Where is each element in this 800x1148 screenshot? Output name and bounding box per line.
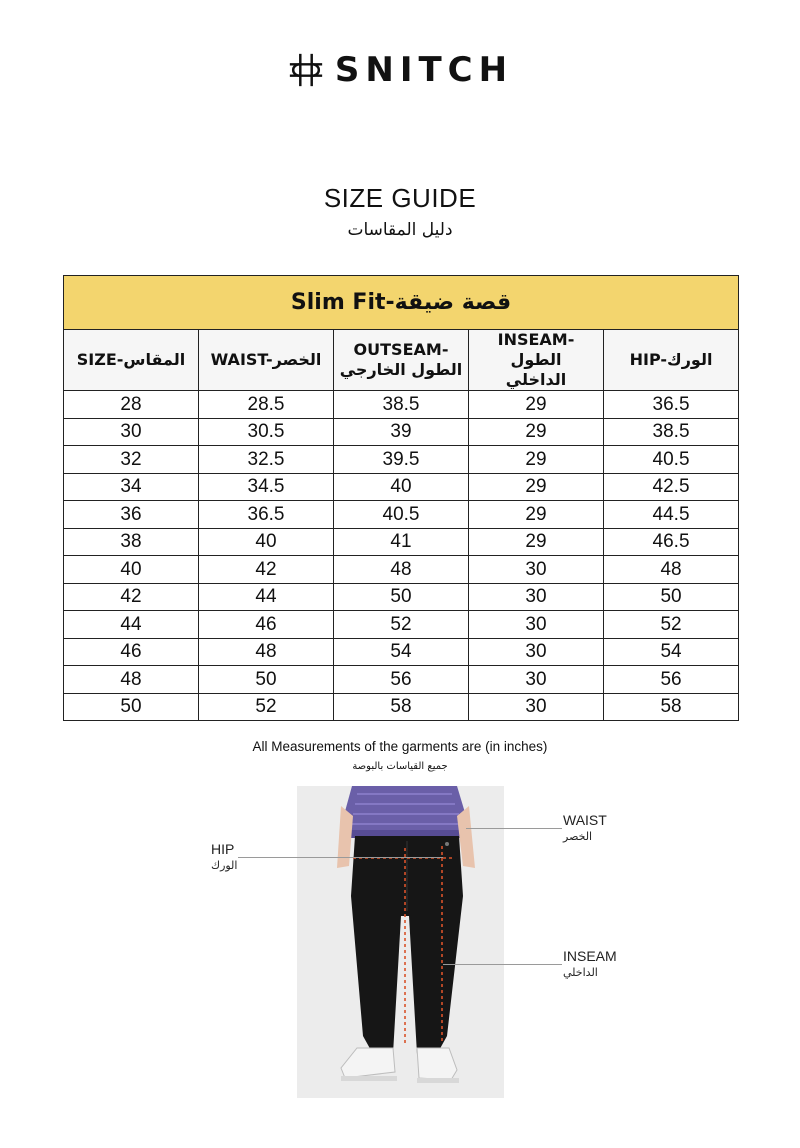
table-cell: 30 [469, 556, 604, 584]
inseam-label-en: INSEAM [563, 948, 617, 964]
table-cell: 34 [64, 473, 199, 501]
brand-name: SNITCH [334, 50, 514, 90]
table-cell: 44 [64, 611, 199, 639]
table-cell: 52 [199, 693, 334, 721]
table-cell: 28.5 [199, 391, 334, 419]
table-row [64, 446, 739, 474]
inseam-label-ar: الداخلي [563, 966, 598, 979]
column-header-line: SIZE-المقاس [76, 350, 186, 369]
table-cell: 29 [469, 501, 604, 529]
column-header [334, 330, 469, 391]
table-cell: 28 [64, 391, 199, 419]
table-row [64, 473, 739, 501]
table-cell: 38.5 [334, 391, 469, 419]
table-row [64, 611, 739, 639]
table-cell: 29 [469, 418, 604, 446]
table-row [64, 693, 739, 721]
measurement-note-arabic: جميع القياسات بالبوصة [352, 761, 448, 772]
table-cell: 54 [334, 638, 469, 666]
table-row [64, 638, 739, 666]
table-cell: 54 [604, 638, 739, 666]
column-header-line: الداخلي [505, 370, 567, 389]
table-cell: 40 [334, 473, 469, 501]
brand-mark-icon [287, 51, 325, 89]
table-cell: 50 [334, 583, 469, 611]
column-header [199, 330, 334, 391]
table-cell: 30 [469, 611, 604, 639]
column-header-row [64, 330, 739, 391]
waist-pointer [466, 828, 562, 829]
table-cell: 40 [64, 556, 199, 584]
table-cell: 48 [334, 556, 469, 584]
table-cell: 34.5 [199, 473, 334, 501]
table-cell: 50 [199, 666, 334, 694]
inseam-pointer [443, 964, 562, 965]
table-cell: 42 [64, 583, 199, 611]
column-header-line: OUTSEAM- [353, 340, 449, 359]
table-cell: 39 [334, 418, 469, 446]
column-header-line: WAIST-الخصر [210, 350, 322, 369]
table-cell: 58 [334, 693, 469, 721]
table-cell: 38.5 [604, 418, 739, 446]
table-cell: 38 [64, 528, 199, 556]
page-title-arabic: دليل المقاسات [347, 220, 453, 240]
table-cell: 36.5 [604, 391, 739, 419]
column-header [604, 330, 739, 391]
table-cell: 29 [469, 391, 604, 419]
table-cell: 42 [199, 556, 334, 584]
table-cell: 50 [64, 693, 199, 721]
model-illustration [297, 786, 504, 1098]
table-cell: 32.5 [199, 446, 334, 474]
table-cell: 40.5 [334, 501, 469, 529]
waist-label-en: WAIST [563, 812, 607, 828]
table-cell: 29 [469, 446, 604, 474]
table-cell: 29 [469, 528, 604, 556]
table-row [64, 418, 739, 446]
table-cell: 30 [469, 638, 604, 666]
measurement-note: All Measurements of the garments are (in inches) [252, 739, 548, 754]
table-cell: 48 [199, 638, 334, 666]
table-cell: 29 [469, 473, 604, 501]
table-cell: 52 [334, 611, 469, 639]
table-row [64, 666, 739, 694]
column-header-line: الطول الخارجي [339, 360, 463, 379]
table-row [64, 501, 739, 529]
table-cell: 52 [604, 611, 739, 639]
fit-header-row [64, 276, 739, 330]
table-row [64, 391, 739, 419]
table-cell: 50 [604, 583, 739, 611]
column-header-line: HIP-الورك [629, 350, 713, 369]
hip-pointer [238, 857, 443, 858]
table-cell: 39.5 [334, 446, 469, 474]
table-cell: 36.5 [199, 501, 334, 529]
table-row [64, 556, 739, 584]
size-table [63, 275, 739, 721]
table-cell: 30 [469, 583, 604, 611]
model-photo [297, 786, 504, 1098]
table-cell: 32 [64, 446, 199, 474]
table-cell: 48 [604, 556, 739, 584]
column-header [64, 330, 199, 391]
table-cell: 30 [469, 693, 604, 721]
size-table-body [64, 391, 739, 721]
table-cell: 30.5 [199, 418, 334, 446]
hip-label [211, 841, 237, 872]
table-cell: 48 [64, 666, 199, 694]
fit-title: Slim Fit-قصة ضيقة [64, 276, 739, 330]
table-cell: 56 [334, 666, 469, 694]
table-cell: 36 [64, 501, 199, 529]
column-header [469, 330, 604, 391]
table-row [64, 583, 739, 611]
table-cell: 41 [334, 528, 469, 556]
hip-label-ar: الورك [211, 859, 238, 872]
waist-label-ar: الخصر [563, 830, 593, 843]
table-row [64, 528, 739, 556]
table-cell: 44.5 [604, 501, 739, 529]
waist-label [563, 812, 607, 843]
table-cell: 40.5 [604, 446, 739, 474]
table-cell: 46.5 [604, 528, 739, 556]
table-cell: 44 [199, 583, 334, 611]
page-title: SIZE GUIDE [323, 183, 477, 213]
hip-label-en: HIP [211, 841, 235, 857]
table-cell: 58 [604, 693, 739, 721]
table-cell: 40 [199, 528, 334, 556]
brand-logo [0, 50, 800, 90]
table-cell: 30 [64, 418, 199, 446]
table-cell: 42.5 [604, 473, 739, 501]
column-header-line: INSEAM-الطول [497, 330, 575, 369]
table-cell: 46 [199, 611, 334, 639]
table-cell: 56 [604, 666, 739, 694]
table-cell: 46 [64, 638, 199, 666]
table-cell: 30 [469, 666, 604, 694]
inseam-label [563, 948, 617, 979]
